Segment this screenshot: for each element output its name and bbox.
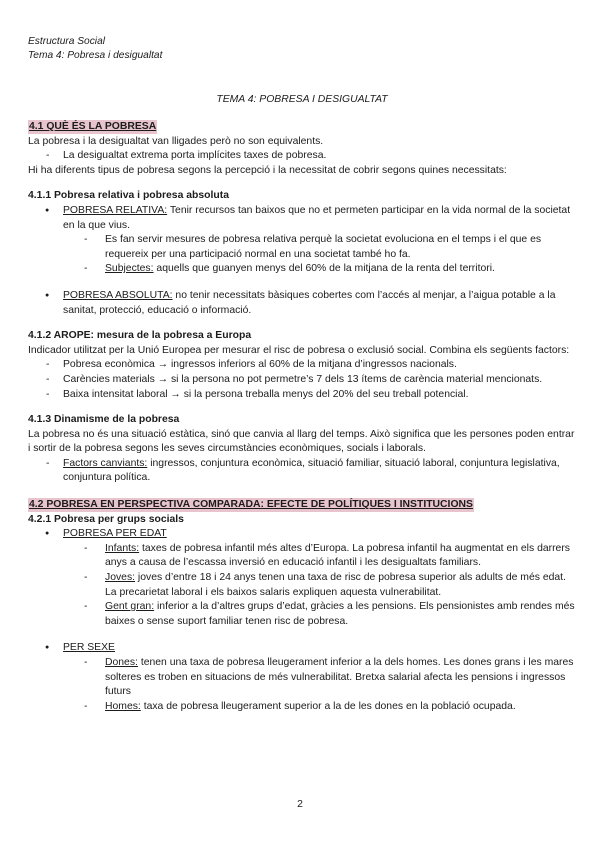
list-item: - Pobresa econòmica → ingressos inferiors al 60% de la mitjana d’ingressos nacionals. bbox=[28, 358, 576, 373]
list-item bbox=[28, 700, 576, 715]
subsection-heading-4-2-1: 4.2.1 Pobresa per grups socials bbox=[28, 513, 184, 525]
term-label: POBRESA RELATIVA: bbox=[63, 204, 168, 216]
course-name: Estructura Social bbox=[28, 36, 106, 47]
section-heading-4-1: 4.1 QUÈ ÉS LA POBRESA bbox=[29, 121, 157, 132]
list-item bbox=[28, 527, 576, 629]
list-item: - Es fan servir mesures de pobresa relativa perquè la societat evoluciona en el temps i el que es requereix per una participació normal en una societat també ho fa. bbox=[28, 233, 576, 262]
list-item bbox=[28, 641, 576, 714]
paragraph: La pobresa no és una situació estàtica, sinó que canvia al llarg del temps. Això significa que les persones poden entrar i sortir de la pobresa segons les seves circumstàncies econòmiques, socials i laborals. bbox=[28, 428, 575, 455]
list-item: - Baixa intensitat laboral → si la persona treballa menys del 20% del seu treball potencial. bbox=[28, 388, 576, 403]
term-text: ingressos, conjuntura econòmica, situació familiar, situació laboral, conjuntura legislativa, conjuntura política. bbox=[63, 457, 560, 484]
paragraph: Indicador utilitzat per la Unió Europea per mesurar el risc de pobresa o exclusió social. Combina els següents factors: bbox=[28, 344, 570, 356]
section-heading-4-2: 4.2 POBRESA EN PERSPECTIVA COMPARADA: EFECTE DE POLÍTIQUES I INSTITUCIONS bbox=[29, 499, 473, 511]
group-label: PER SEXE bbox=[63, 642, 115, 654]
term-label: POBRESA ABSOLUTA: bbox=[63, 289, 173, 301]
paragraph: La pobresa i la desigualtat van lligades però no son equivalents. bbox=[28, 135, 324, 147]
list-item bbox=[28, 289, 576, 318]
list-item bbox=[28, 600, 576, 629]
term-text: taxa de pobresa lleugerament superior a la de les dones en la població ocupada. bbox=[140, 700, 516, 712]
term-label: Gent gran: bbox=[105, 601, 155, 613]
term-text: no tenir necessitats bàsiques cobertes com l’accés al menjar, a l’aigua potable a la sanitat, protecció, educació o informació. bbox=[63, 289, 556, 316]
list-item bbox=[28, 457, 576, 486]
term-text: joves d’entre 18 i 24 anys tenen una taxa de risc de pobresa superior als adults de més edat. La precarietat laboral i els baixos salaris expliquen aquesta vulnerabilitat. bbox=[105, 572, 566, 598]
term-label: Infants: bbox=[105, 542, 140, 554]
document-page bbox=[28, 35, 576, 714]
term-text: inferior a la d’altres grups d’edat, gràcies a les pensions. Els pensionistes amb rendes més baixes o sense suport familiar tenen risc de pobresa. bbox=[105, 601, 575, 627]
list-item bbox=[28, 656, 576, 700]
list-item bbox=[28, 262, 576, 277]
page-number: 2 bbox=[297, 799, 303, 810]
topic-name: Tema 4: Pobresa i desigualtat bbox=[28, 49, 163, 61]
subsection-heading-4-1-1: 4.1.1 Pobresa relativa i pobresa absoluta bbox=[28, 190, 229, 202]
group-label: POBRESA PER EDAT bbox=[63, 528, 167, 540]
list-item: - La desigualtat extrema porta implícites taxes de pobresa. bbox=[28, 149, 576, 164]
running-header bbox=[28, 35, 576, 62]
term-text: tenen una taxa de pobresa lleugerament inferior a la dels homes. Les dones grans i les mares solteres es troben en situacions de més vulnerabilitat. Bretxa salarial afecta les pensions i ingressos futurs bbox=[105, 657, 574, 698]
subsection-heading-4-1-3: 4.1.3 Dinamisme de la pobresa bbox=[28, 414, 180, 426]
list-item bbox=[28, 204, 576, 277]
term-label: Homes: bbox=[105, 700, 141, 712]
list-item bbox=[28, 571, 576, 600]
list-item: - Carències materials → si la persona no pot permetre’s 7 dels 13 ítems de carència material mencionats. bbox=[28, 373, 576, 388]
term-text: aquells que guanyen menys del 60% de la mitjana de la renta del territori. bbox=[153, 263, 495, 275]
document-title: TEMA 4: POBRESA I DESIGUALTAT bbox=[216, 94, 388, 105]
term-label: Joves: bbox=[105, 572, 136, 584]
term-text: taxes de pobresa infantil més altes d’Europa. La pobresa infantil ha augmentat en els darrers anys a causa de l’escassa inversió en educació infantil i les desigualtats familiars. bbox=[105, 542, 570, 569]
term-label: Dones: bbox=[105, 657, 138, 668]
list-item bbox=[28, 542, 576, 571]
subsection-heading-4-1-2: 4.1.2 AROPE: mesura de la pobresa a Europa bbox=[28, 330, 252, 342]
term-text: Tenir recursos tan baixos que no et permeten participar en la vida normal de la societat en la que vius. bbox=[63, 204, 571, 231]
paragraph: Hi ha diferents tipus de pobresa segons la percepció i la necessitat de cobrir segons quines necessitats: bbox=[28, 164, 507, 176]
term-label: Factors canviants: bbox=[63, 457, 148, 469]
term-label: Subjectes: bbox=[105, 263, 154, 275]
